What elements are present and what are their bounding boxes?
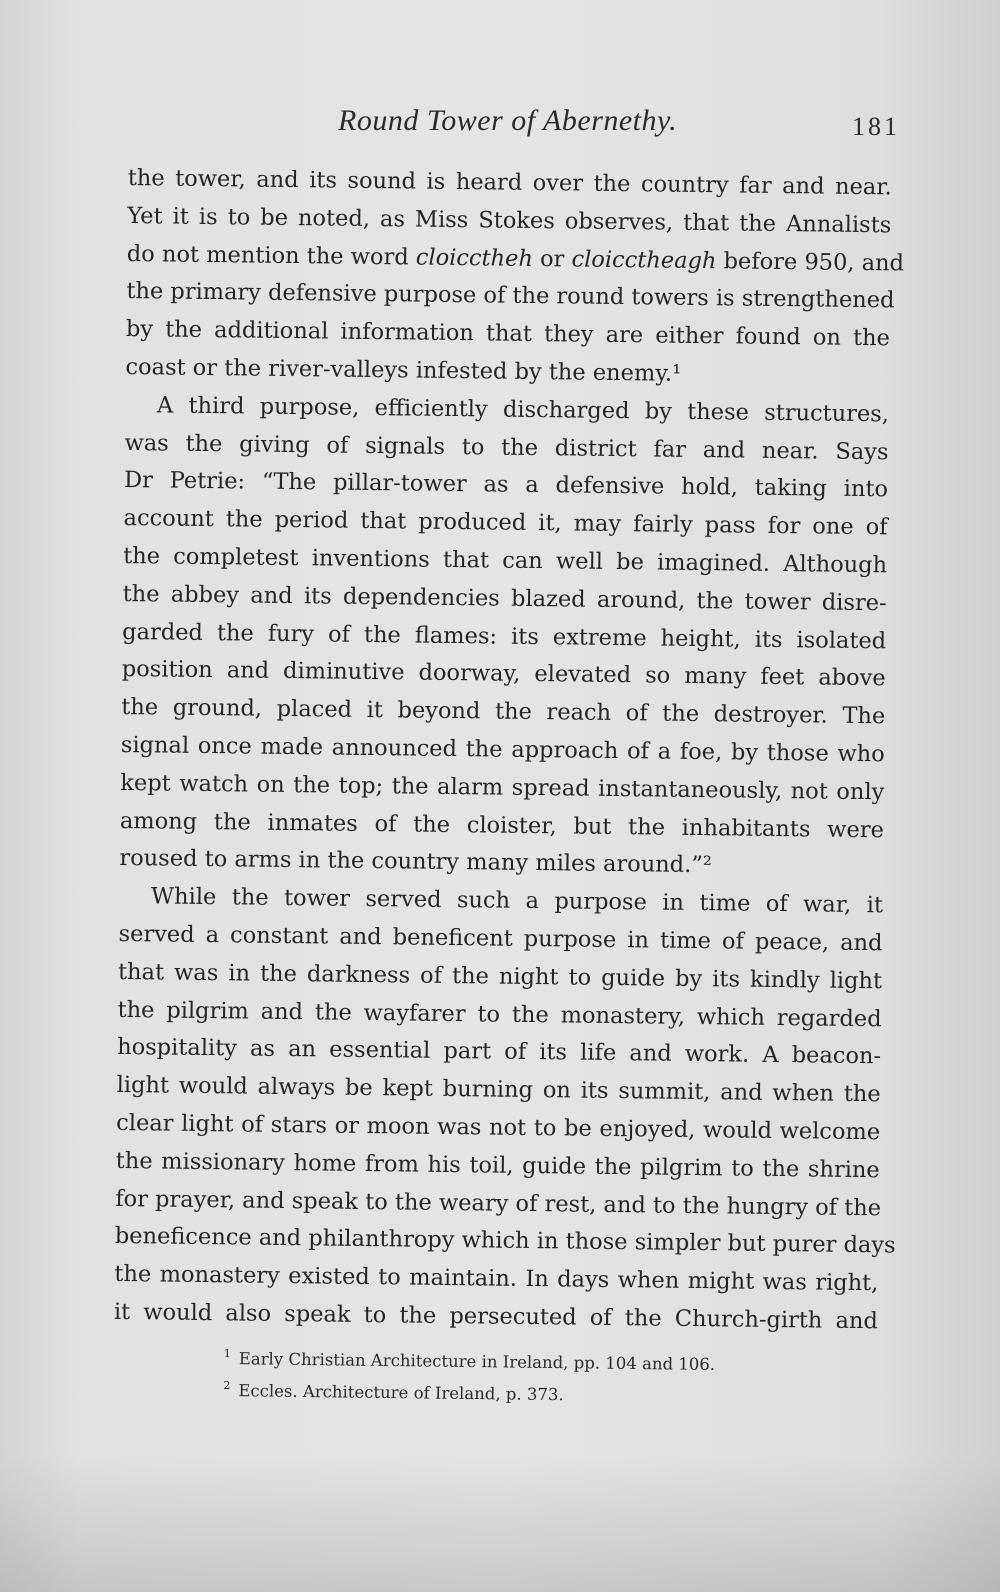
text-line: kept watch on the top; the alarm spread instantaneously, not only	[120, 769, 885, 806]
text-line: the completest inventions that can well be imagined. Although	[123, 542, 888, 579]
footnote-text: Early Christian Architecture in Ireland, pp. 104 and 106.	[238, 1349, 716, 1375]
text-line: the monastery existed to maintain. In days when might was right,	[114, 1261, 879, 1297]
footnotes	[223, 1340, 784, 1411]
footnote-mark: 1	[223, 1346, 231, 1361]
text-line: the abbey and its dependencies blazed around, the tower disre-	[122, 580, 887, 617]
text-line: the pilgrim and the wayfarer to the monastery, which regarded	[117, 996, 882, 1032]
text-line: among the inmates of the cloister, but the inhabitants were	[119, 807, 885, 843]
text-line: the ground, placed it beyond the reach of the destroyer. The	[121, 694, 886, 730]
text-line: was the giving of signals to the district far and near. Says	[124, 429, 889, 465]
paragraph-first-line: A third purpose, efficiently discharged by these structures,	[156, 392, 890, 428]
text-line: account the period that produced it, may fairly pass for one of	[123, 505, 888, 541]
text-line: coast or the river-valleys infested by the enemy.¹	[125, 353, 682, 387]
paragraph-first-line: While the tower served such a purpose in time of war, it	[150, 883, 884, 919]
footnote-text: Eccles. Architecture of Ireland, p. 373.	[238, 1381, 564, 1405]
text-line: the primary defensive purpose of the round towers is strengthened	[126, 278, 895, 314]
text-line: position and diminutive doorway, elevated so many feet above	[121, 656, 886, 692]
text-line: that was in the darkness of the night to guide by its kindly light	[117, 958, 883, 995]
text-line: beneficence and philanthropy which in those simpler but purer days	[114, 1223, 896, 1259]
text-line: Yet it is to be noted, as Miss Stokes observes, that the Annalists	[127, 202, 892, 239]
text-line: hospitality as an essential part of its life and work. A beacon-	[117, 1034, 882, 1070]
text-line: light would always be kept burning on its summit, and when the	[116, 1072, 881, 1108]
text-fragment: or	[539, 245, 565, 272]
italic-term: cloicctheh	[415, 244, 534, 272]
text-fragment: before 950, and	[723, 247, 905, 277]
text-line: served a constant and beneficent purpose in time of peace, and	[118, 920, 883, 957]
text-line: clear light of stars or moon was not to be enjoyed, would welcome	[116, 1109, 881, 1146]
body-text	[113, 160, 905, 1341]
text-line: roused to arms in the country many miles around.”²	[119, 845, 712, 879]
running-head-title: Round Tower of Abernethy.	[338, 104, 678, 137]
footnote-mark: 2	[223, 1378, 231, 1393]
text-line: Dr Petrie: “The pillar-tower as a defensive hold, taking into	[123, 467, 889, 503]
text-line: by the additional information that they are either found on the	[125, 316, 891, 352]
running-head	[0, 104, 1000, 144]
italic-term: cloicctheagh	[571, 246, 717, 274]
page-number: 181	[852, 112, 900, 141]
text-line: the missionary home from his toil, guide the pilgrim to the shrine	[115, 1147, 880, 1183]
text-fragment: do not mention the word	[126, 240, 409, 271]
text-line: garded the fury of the flames: its extreme height, its isolated	[122, 618, 887, 654]
text-line: signal once made announced the approach of a foe, by those who	[120, 731, 885, 768]
text-line: it would also speak to the persecuted of the Church-girth and	[113, 1298, 879, 1335]
text-line: the tower, and its sound is heard over the country far and near.	[127, 164, 892, 201]
text-line: for prayer, and speak to the weary of rest, and to the hungry of the	[115, 1185, 882, 1221]
